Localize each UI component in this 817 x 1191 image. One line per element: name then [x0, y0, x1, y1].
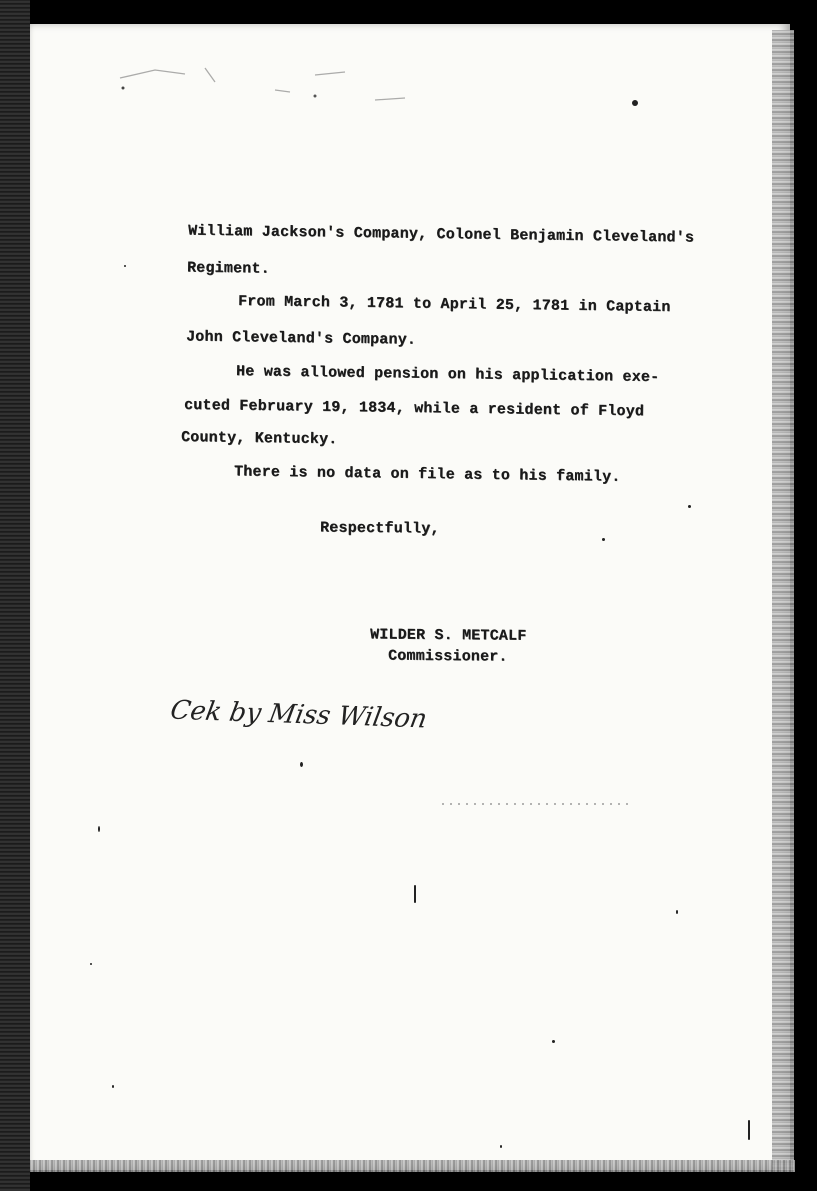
letter-line-8: There is no data on file as to his family.: [233, 463, 621, 486]
ink-speck: [112, 1085, 114, 1088]
letter-line-7: County, Kentucky.: [180, 428, 338, 449]
ink-speck: [688, 505, 691, 508]
signature-name: WILDER S. METCALF: [369, 626, 527, 645]
ink-speck: [676, 910, 678, 914]
top-faint-marks: [115, 60, 475, 120]
closing-respectfully: Respectfully,: [319, 519, 440, 538]
ink-speck: [602, 538, 605, 541]
paper-edge-bottom: [30, 1160, 795, 1172]
ink-speck: [300, 762, 303, 767]
ink-speck: [98, 826, 100, 832]
ink-speck: [414, 885, 416, 903]
letter-line-5: He was allowed pension on his application exe-: [235, 363, 660, 386]
letter-line-1: William Jackson's Company, Colonel Benjamin Cleveland's: [187, 222, 695, 247]
letter-line-3: From March 3, 1781 to April 25, 1781 in Captain: [237, 292, 671, 317]
letter-line-4: John Cleveland's Company.: [185, 328, 417, 349]
handwritten-annotation: Cek by Miss Wilson: [168, 695, 430, 735]
paper-edge-right: [772, 30, 794, 1170]
faint-dotted-trail: [440, 798, 640, 810]
ink-speck: [90, 963, 92, 965]
letter-line-2: Regiment.: [186, 259, 270, 278]
paper-sheet: [30, 24, 790, 1170]
ink-speck: [500, 1145, 502, 1148]
letter-line-6: cuted February 19, 1834, while a resident of Floyd: [183, 396, 645, 421]
ink-speck: [748, 1120, 750, 1140]
ink-speck: [552, 1040, 555, 1043]
scan-background-left: [0, 0, 30, 1191]
signature-title: Commissioner.: [387, 647, 508, 666]
ink-speck: [124, 265, 126, 267]
ink-speck: [632, 100, 638, 106]
